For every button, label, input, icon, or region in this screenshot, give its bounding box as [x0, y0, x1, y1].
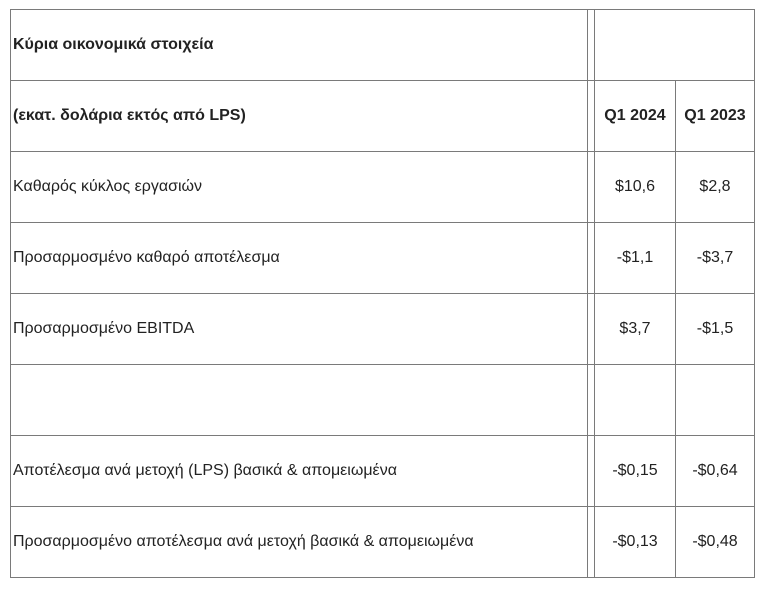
row-label: Προσαρμοσμένο αποτέλεσμα ανά μετοχή βασικά & απομειωμένα — [11, 507, 588, 578]
gap-cell — [588, 81, 595, 152]
table-row — [11, 294, 755, 365]
row-label: Προσαρμοσμένο καθαρό αποτέλεσμα — [11, 223, 588, 294]
value-q1-2023: -$0,48 — [676, 507, 755, 578]
value-q1-2024: $3,7 — [595, 294, 676, 365]
value-q1-2023: -$3,7 — [676, 223, 755, 294]
value-q1-2024: $10,6 — [595, 152, 676, 223]
gap-cell — [588, 152, 595, 223]
table-row — [11, 436, 755, 507]
row-label: Αποτέλεσμα ανά μετοχή (LPS) βασικά & απομειωμένα — [11, 436, 588, 507]
column-header-q1-2023: Q1 2023 — [676, 81, 755, 152]
gap-cell — [588, 223, 595, 294]
units-label: (εκατ. δολάρια εκτός από LPS) — [11, 81, 588, 152]
gap-cell — [588, 436, 595, 507]
row-label — [11, 365, 588, 436]
table-title: Κύρια οικονομικά στοιχεία — [11, 10, 588, 81]
table-row-empty — [11, 365, 755, 436]
value-q1-2024: -$0,15 — [595, 436, 676, 507]
table-header-row — [11, 81, 755, 152]
empty-header-cell — [595, 10, 755, 81]
value-q1-2024: -$0,13 — [595, 507, 676, 578]
value-q1-2023: $2,8 — [676, 152, 755, 223]
value-q1-2023: -$0,64 — [676, 436, 755, 507]
financial-highlights-table — [10, 9, 755, 578]
value-q1-2024 — [595, 365, 676, 436]
gap-cell — [588, 10, 595, 81]
table-row — [11, 507, 755, 578]
table-title-row — [11, 10, 755, 81]
table-row — [11, 223, 755, 294]
row-label: Καθαρός κύκλος εργασιών — [11, 152, 588, 223]
value-q1-2023: -$1,5 — [676, 294, 755, 365]
value-q1-2024: -$1,1 — [595, 223, 676, 294]
table-row — [11, 152, 755, 223]
gap-cell — [588, 365, 595, 436]
value-q1-2023 — [676, 365, 755, 436]
gap-cell — [588, 507, 595, 578]
gap-cell — [588, 294, 595, 365]
row-label: Προσαρμοσμένο EBITDA — [11, 294, 588, 365]
column-header-q1-2024: Q1 2024 — [595, 81, 676, 152]
